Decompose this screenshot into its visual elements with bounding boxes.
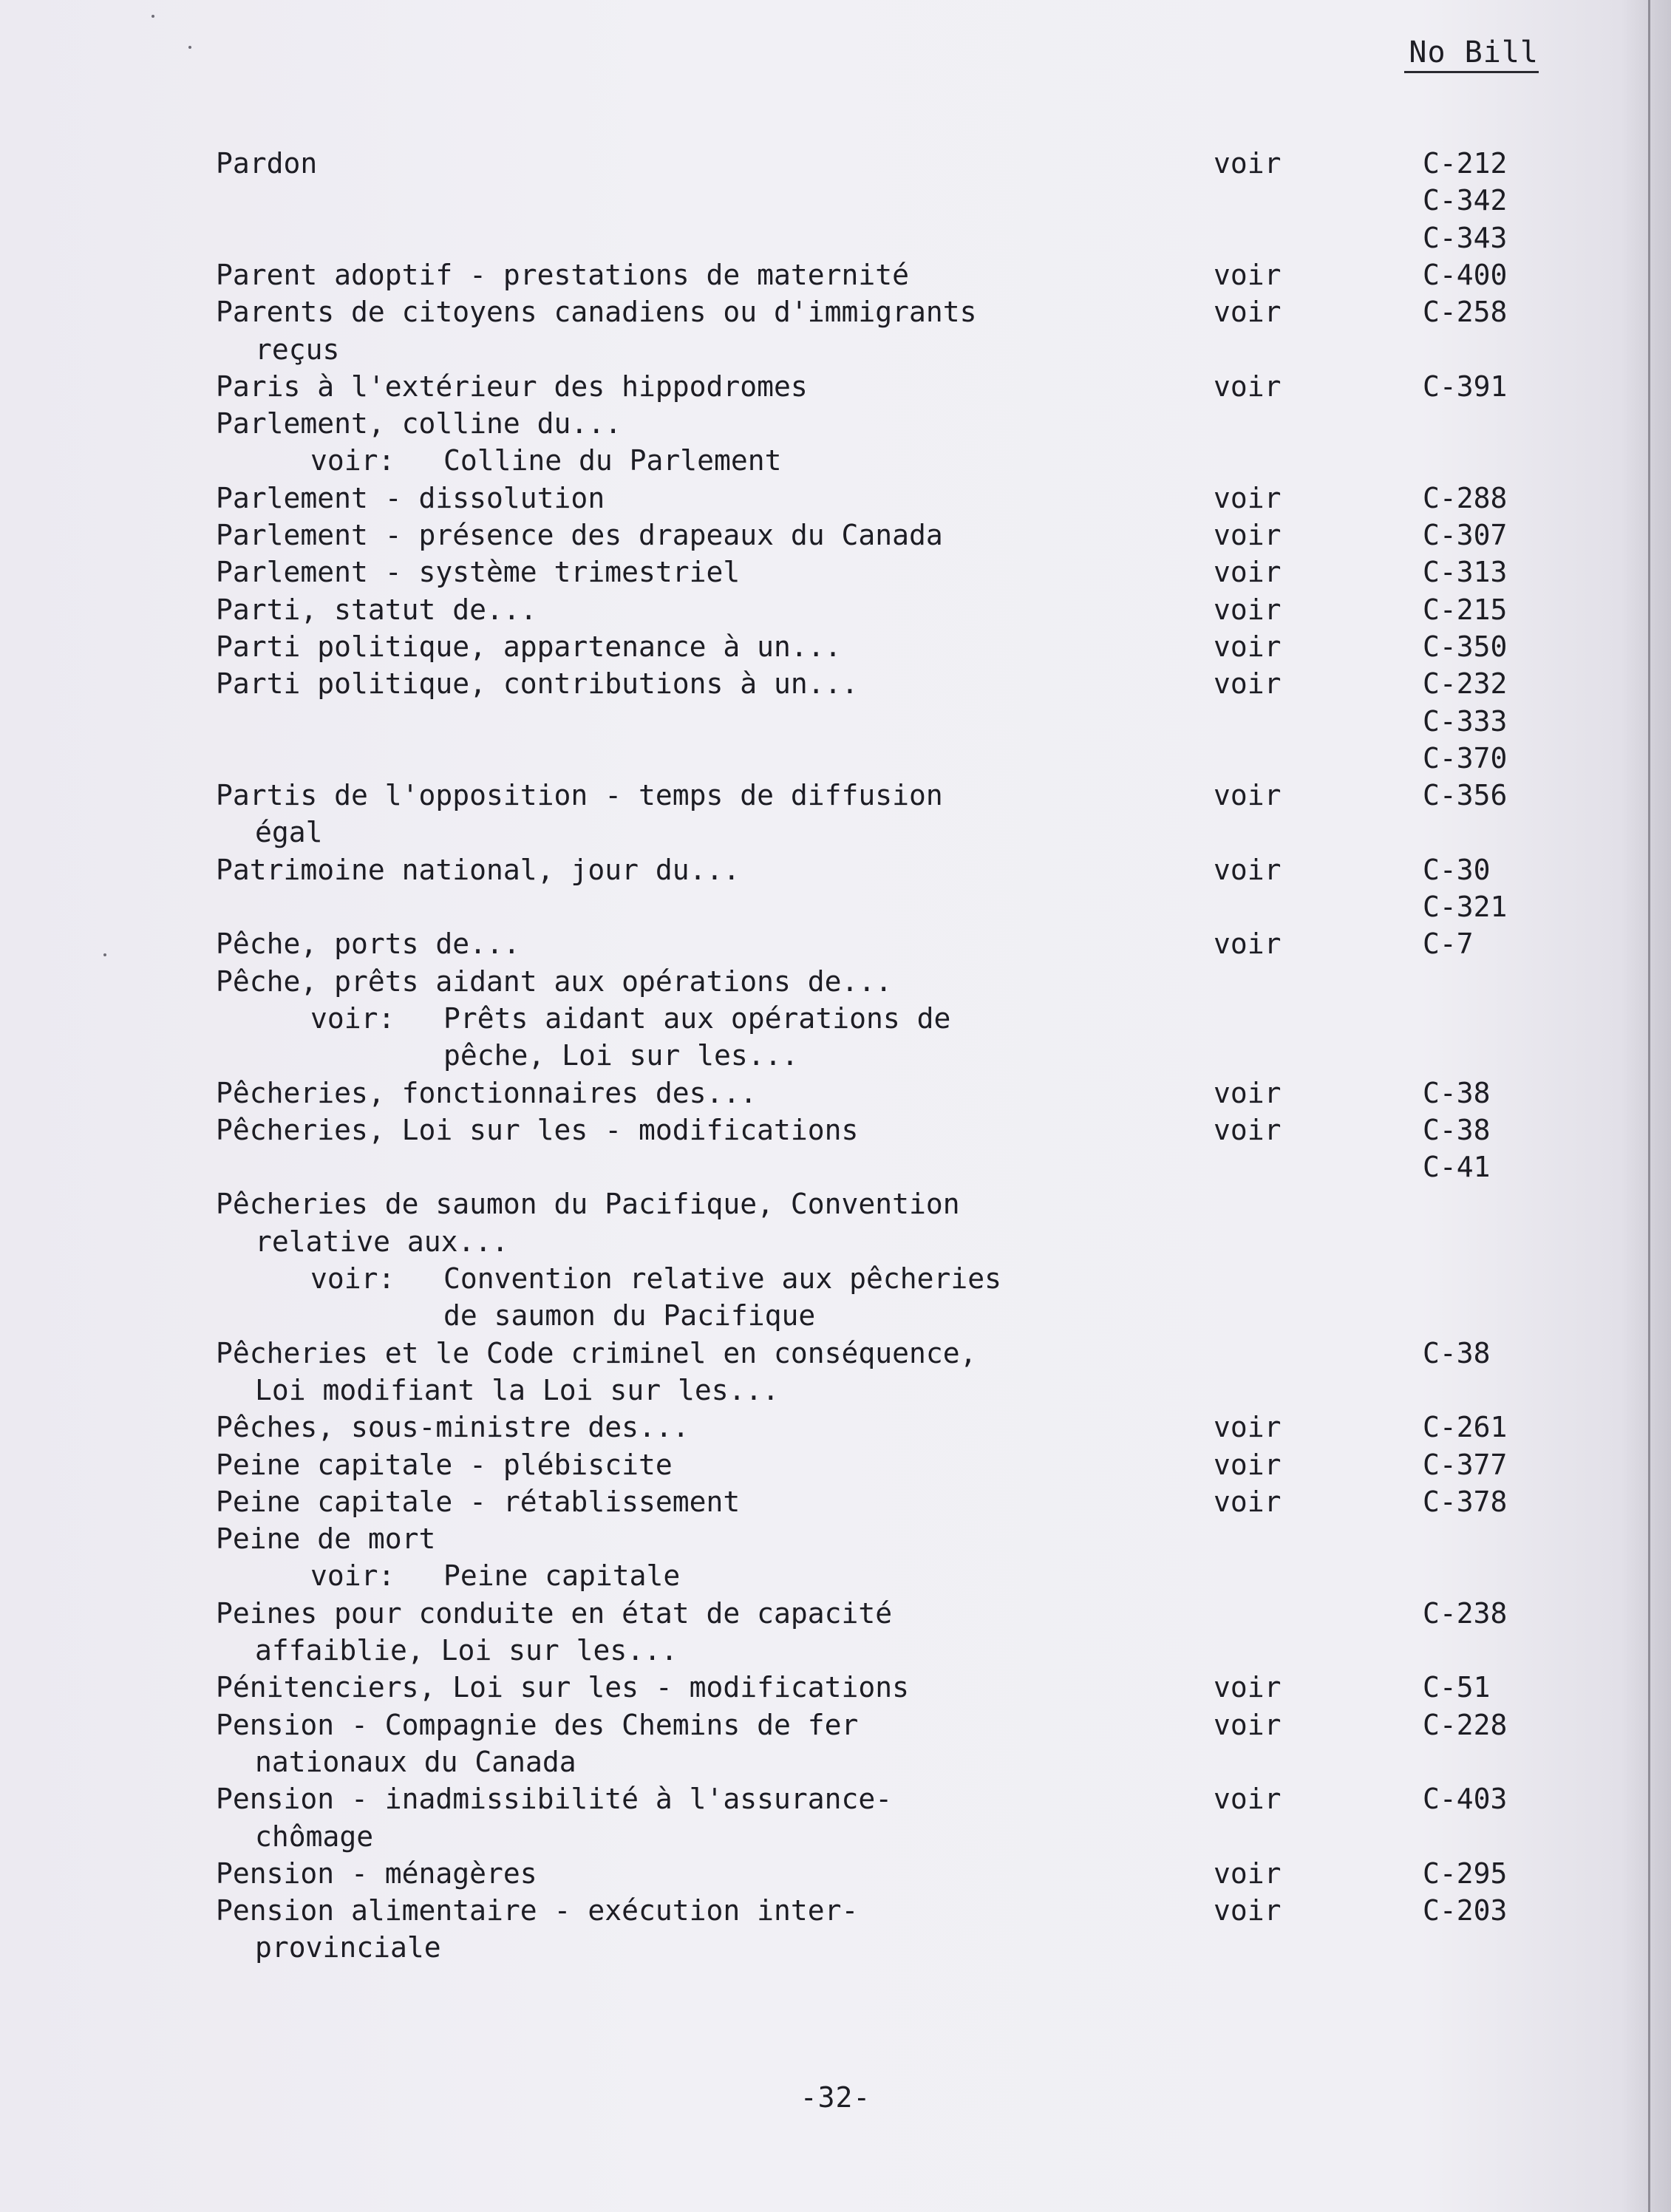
voir-label: voir xyxy=(1214,1857,1282,1890)
index-line xyxy=(0,182,1671,219)
voir-label: voir xyxy=(1214,928,1282,961)
entry-term: Pêcheries de saumon du Pacifique, Convention xyxy=(216,1188,960,1221)
entry-term: Parti politique, contributions à un... xyxy=(216,667,859,701)
voir-label: voir xyxy=(1214,1411,1282,1444)
entry-term-continuation: affaiblie, Loi sur les... xyxy=(255,1634,678,1667)
see-reference-label: voir: xyxy=(310,1559,395,1593)
voir-label: voir xyxy=(1214,1783,1282,1816)
bill-number: C-333 xyxy=(1423,704,1508,738)
voir-label: voir xyxy=(1214,1485,1282,1518)
index-line xyxy=(0,1632,1671,1669)
bill-number: C-203 xyxy=(1423,1894,1508,1927)
bill-number: C-307 xyxy=(1423,519,1508,551)
entry-term: Parlement, colline du... xyxy=(216,407,622,440)
bill-number: C-295 xyxy=(1423,1857,1508,1890)
page-number: -32- xyxy=(800,2081,871,2114)
voir-label: voir xyxy=(1214,1448,1282,1481)
index-line xyxy=(0,665,1671,702)
index-line xyxy=(0,1000,1671,1037)
index-line xyxy=(0,1743,1671,1780)
entry-term: Pension - inadmissibilité à l'assurance- xyxy=(216,1783,893,1816)
voir-label: voir xyxy=(1214,1894,1282,1927)
index-line xyxy=(0,591,1671,628)
index-line xyxy=(0,1260,1671,1297)
index-line xyxy=(0,1929,1671,1966)
bill-number: C-215 xyxy=(1423,593,1508,626)
voir-label: voir xyxy=(1214,1708,1282,1741)
entry-term: Paris à l'extérieur des hippodromes xyxy=(216,370,808,403)
entry-term: Pêcheries, fonctionnaires des... xyxy=(216,1076,758,1109)
index-line xyxy=(0,1855,1671,1892)
entry-term: Pension - Compagnie des Chemins de fer xyxy=(216,1708,859,1741)
see-reference-continuation: pêche, Loi sur les... xyxy=(443,1039,799,1072)
bill-number: C-261 xyxy=(1423,1411,1508,1444)
bill-number: C-30 xyxy=(1423,853,1491,886)
index-line xyxy=(0,256,1671,293)
entry-term: Pension alimentaire - exécution inter- xyxy=(216,1894,859,1927)
voir-label: voir xyxy=(1214,519,1282,551)
bill-number: C-41 xyxy=(1423,1151,1491,1184)
index-line xyxy=(0,293,1671,330)
index-line xyxy=(0,1780,1671,1817)
see-reference-label: voir: xyxy=(310,1262,395,1295)
entry-term-continuation: chômage xyxy=(255,1820,374,1853)
index-line xyxy=(0,442,1671,479)
index-line xyxy=(0,220,1671,256)
entry-term: Pêcheries, Loi sur les - modifications xyxy=(216,1113,859,1146)
index-line xyxy=(0,925,1671,962)
entry-term: Parlement - présence des drapeaux du Canada xyxy=(216,519,943,551)
entry-term: Pardon xyxy=(216,147,318,180)
index-line xyxy=(0,1446,1671,1483)
bill-number: C-51 xyxy=(1423,1671,1491,1704)
entry-term-continuation: reçus xyxy=(255,333,340,366)
entry-term: Parti, statut de... xyxy=(216,593,537,626)
entry-term: Pension - ménagères xyxy=(216,1857,537,1890)
entry-term-continuation: nationaux du Canada xyxy=(255,1745,576,1778)
index-line xyxy=(0,1148,1671,1185)
bill-number: C-212 xyxy=(1423,147,1508,180)
entry-term: Peine de mort xyxy=(216,1522,436,1556)
index-line xyxy=(0,554,1671,591)
index-line xyxy=(0,517,1671,554)
bill-number: C-403 xyxy=(1423,1783,1508,1816)
entry-term: Partis de l'opposition - temps de diffusion xyxy=(216,779,943,812)
see-reference-target: Peine capitale xyxy=(443,1559,681,1593)
bill-number: C-238 xyxy=(1423,1596,1508,1630)
entry-term: Pénitenciers, Loi sur les - modifications xyxy=(216,1671,909,1704)
index-line xyxy=(0,1409,1671,1446)
voir-label: voir xyxy=(1214,481,1282,514)
entry-term: Pêches, sous-ministre des... xyxy=(216,1411,690,1444)
see-reference-continuation: de saumon du Pacifique xyxy=(443,1299,816,1333)
voir-label: voir xyxy=(1214,258,1282,291)
bill-number: C-342 xyxy=(1423,184,1508,217)
index-line xyxy=(0,628,1671,665)
entry-term: Parlement - système trimestriel xyxy=(216,556,741,589)
voir-label: voir xyxy=(1214,1076,1282,1109)
entry-term: Peine capitale - plébiscite xyxy=(216,1448,673,1481)
index-line xyxy=(0,368,1671,405)
entry-term: Patrimoine national, jour du... xyxy=(216,853,741,886)
entry-term-continuation: Loi modifiant la Loi sur les... xyxy=(255,1373,780,1406)
bill-number: C-232 xyxy=(1423,667,1508,701)
bill-number: C-38 xyxy=(1423,1113,1491,1146)
entry-term-continuation: relative aux... xyxy=(255,1225,509,1258)
index-line xyxy=(0,331,1671,368)
voir-label: voir xyxy=(1214,1113,1282,1146)
bill-number: C-370 xyxy=(1423,741,1508,775)
see-reference-target: Prêts aidant aux opérations de xyxy=(443,1001,951,1035)
bill-number: C-228 xyxy=(1423,1708,1508,1741)
index-line xyxy=(0,1297,1671,1334)
voir-label: voir xyxy=(1214,370,1282,403)
voir-label: voir xyxy=(1214,779,1282,812)
bill-number: C-391 xyxy=(1423,370,1508,403)
voir-label: voir xyxy=(1214,593,1282,626)
see-reference-target: Colline du Parlement xyxy=(443,444,782,477)
see-reference-label: voir: xyxy=(310,1001,395,1035)
index-line xyxy=(0,1818,1671,1855)
index-line xyxy=(0,1185,1671,1222)
voir-label: voir xyxy=(1214,556,1282,589)
entry-term: Parti politique, appartenance à un... xyxy=(216,630,842,663)
index-line xyxy=(0,1223,1671,1260)
index-line xyxy=(0,405,1671,442)
bill-number: C-321 xyxy=(1423,891,1508,923)
see-reference-label: voir: xyxy=(310,444,395,477)
index-line xyxy=(0,1112,1671,1148)
entry-term: Peines pour conduite en état de capacité xyxy=(216,1596,893,1630)
voir-label: voir xyxy=(1214,667,1282,701)
index-line xyxy=(0,1892,1671,1929)
bill-number: C-400 xyxy=(1423,258,1508,291)
bill-number: C-7 xyxy=(1423,928,1474,961)
index-line xyxy=(0,814,1671,851)
index-line xyxy=(0,480,1671,517)
voir-label: voir xyxy=(1214,853,1282,886)
voir-label: voir xyxy=(1214,147,1282,180)
index-line xyxy=(0,1706,1671,1743)
entry-term: Pêche, prêts aidant aux opérations de... xyxy=(216,964,893,998)
bill-number: C-343 xyxy=(1423,221,1508,254)
bill-number: C-350 xyxy=(1423,630,1508,663)
bill-number: C-378 xyxy=(1423,1485,1508,1518)
bill-number: C-377 xyxy=(1423,1448,1508,1481)
bill-number: C-38 xyxy=(1423,1336,1491,1369)
entry-term: Parent adoptif - prestations de maternité xyxy=(216,258,909,291)
voir-label: voir xyxy=(1214,296,1282,329)
voir-label: voir xyxy=(1214,630,1282,663)
index-line xyxy=(0,145,1671,182)
index-line xyxy=(0,1372,1671,1409)
index-line xyxy=(0,1557,1671,1594)
index-line xyxy=(0,851,1671,888)
index-line xyxy=(0,1483,1671,1520)
index-line xyxy=(0,1595,1671,1632)
index-line xyxy=(0,740,1671,777)
entry-term: Pêcheries et le Code criminel en conséquence, xyxy=(216,1336,977,1369)
index-line xyxy=(0,1037,1671,1074)
voir-label: voir xyxy=(1214,1671,1282,1704)
index-line xyxy=(0,1669,1671,1706)
bill-number: C-313 xyxy=(1423,556,1508,589)
entry-term-continuation: égal xyxy=(255,816,323,849)
entry-term: Parlement - dissolution xyxy=(216,481,605,514)
entry-term: Parents de citoyens canadiens ou d'immigrants xyxy=(216,296,977,329)
bill-number: C-258 xyxy=(1423,296,1508,329)
index-line xyxy=(0,703,1671,740)
entry-term: Pêche, ports de... xyxy=(216,928,520,961)
bill-number: C-356 xyxy=(1423,779,1508,812)
index-line xyxy=(0,888,1671,925)
index-line xyxy=(0,1520,1671,1557)
column-header-no-bill: No Bill xyxy=(1404,35,1539,73)
see-reference-target: Convention relative aux pêcheries xyxy=(443,1262,1001,1295)
entry-term-continuation: provinciale xyxy=(255,1931,441,1964)
bill-number: C-288 xyxy=(1423,481,1508,514)
index-line xyxy=(0,963,1671,1000)
index-line xyxy=(0,1075,1671,1112)
index-line xyxy=(0,777,1671,814)
bill-number: C-38 xyxy=(1423,1076,1491,1109)
index-line xyxy=(0,1335,1671,1372)
entry-term: Peine capitale - rétablissement xyxy=(216,1485,741,1518)
